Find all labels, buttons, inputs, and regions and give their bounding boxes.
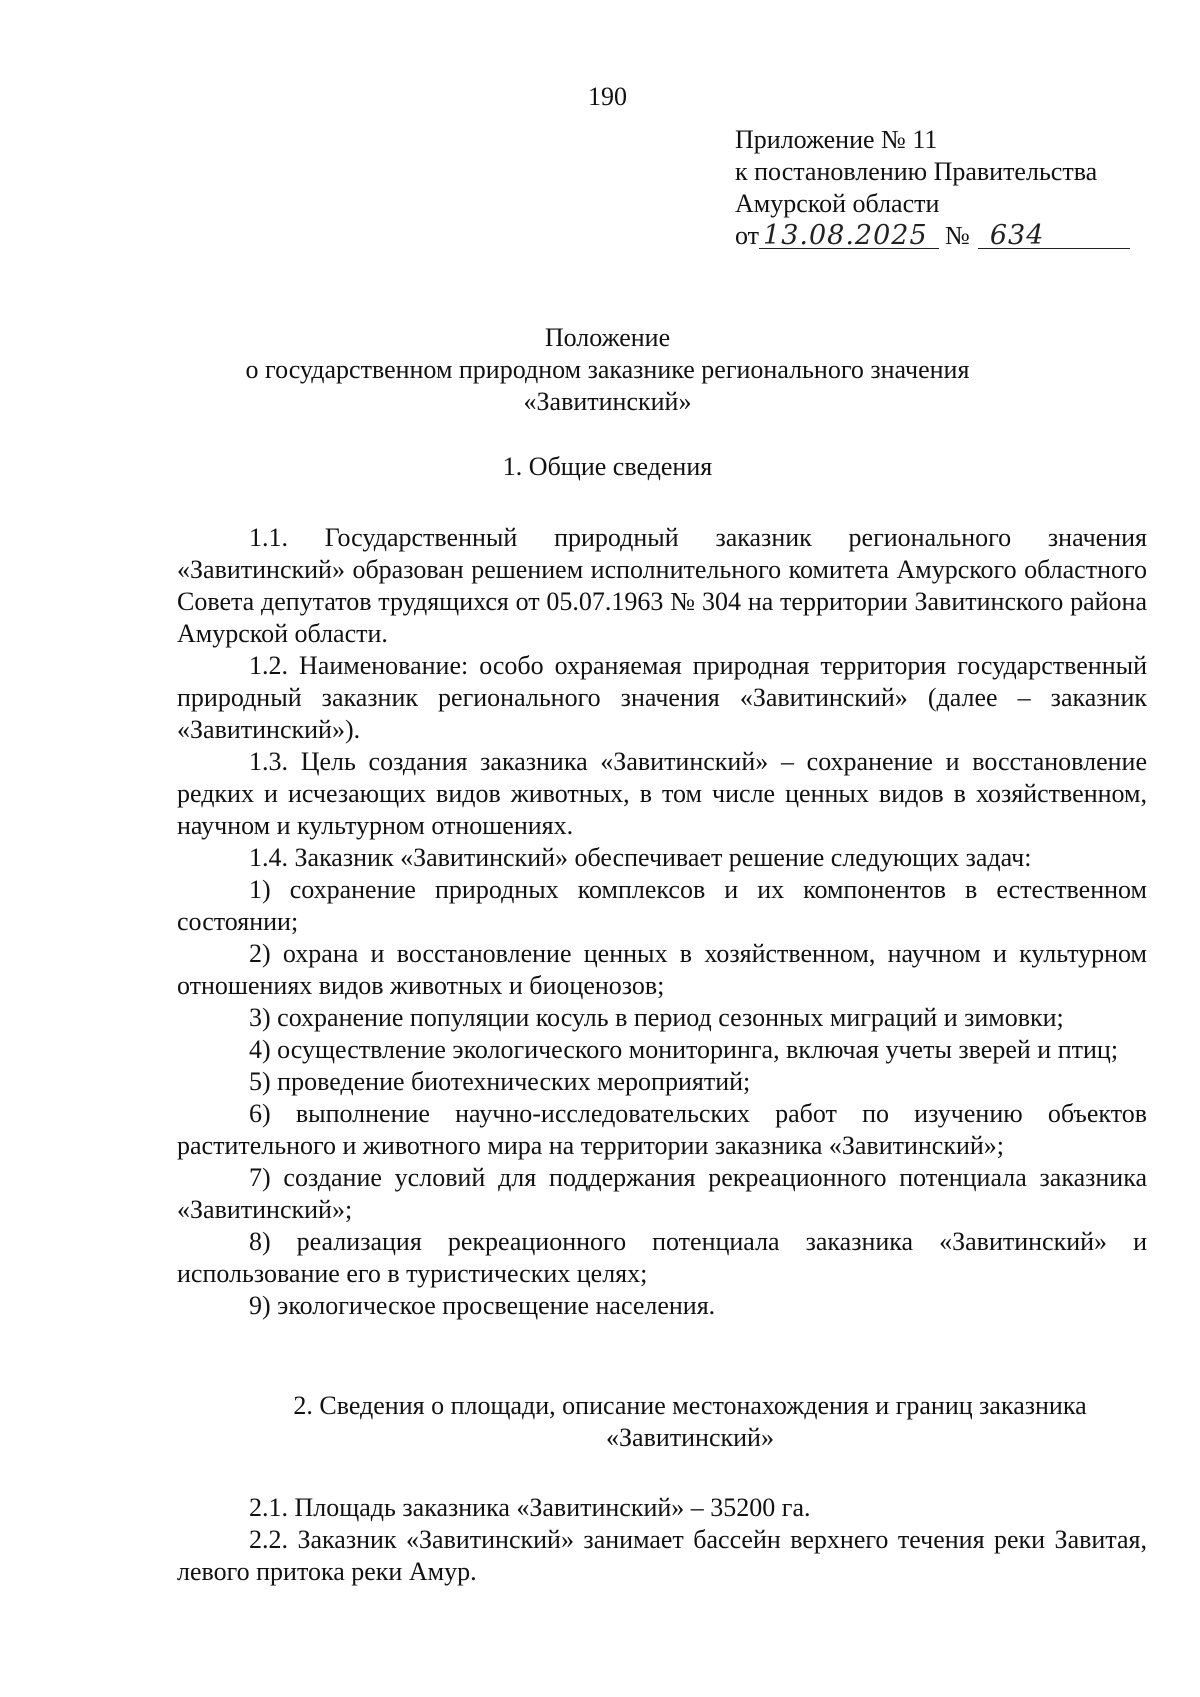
task-2: 2) охрана и восстановление ценных в хозяйственном, научном и культурном отношениях видов животных и биоценозов; xyxy=(177,939,1147,1000)
section-2-body xyxy=(177,1492,1147,1588)
appendix-date-number-line xyxy=(735,220,1175,252)
section-1-body xyxy=(177,522,1147,1322)
task-5: 5) проведение биотехнических мероприятий; xyxy=(249,1067,751,1096)
task-7: 7) создание условий для поддержания рекреационного потенциала заказника «Завитинский»; xyxy=(177,1163,1147,1224)
paragraph-2-1: 2.1. Площадь заказника «Завитинский» – 35200 га. xyxy=(249,1493,811,1522)
paragraph-1-2: 1.2. Наименование: особо охраняемая природная территория государственный природный заказник регионального значения «Завитинский» (далее – заказник «Завитинский»). xyxy=(177,651,1147,744)
title-line-1: Положение xyxy=(544,323,671,352)
paragraph-2-2: 2.2. Заказник «Завитинский» занимает бассейн верхнего течения реки Завитая, левого притока реки Амур. xyxy=(177,1525,1147,1586)
title-line-3: «Завитинский» xyxy=(523,387,692,416)
paragraph-1-3: 1.3. Цель создания заказника «Завитинский» – сохранение и восстановление редких и исчезающих видов животных, в том числе ценных видов в хозяйственном, научном и культурном отношениях. xyxy=(177,747,1147,840)
appendix-block xyxy=(735,124,1175,252)
task-3: 3) сохранение популяции косуль в период сезонных миграций и зимовки; xyxy=(249,1003,1064,1032)
section-2-heading-line-2: «Завитинский» xyxy=(606,1423,774,1452)
section-2-heading-line-1: 2. Сведения о площади, описание местонахождения и границ заказника xyxy=(293,1391,1087,1420)
section-1-heading: 1. Общие сведения xyxy=(502,452,713,481)
task-9: 9) экологическое просвещение населения. xyxy=(249,1291,716,1320)
from-label: от xyxy=(735,221,760,250)
appendix-line-1: Приложение № 11 xyxy=(735,125,938,154)
task-6: 6) выполнение научно-исследовательских работ по изучению объектов растительного и животного мира на территории заказника «Завитинский»; xyxy=(177,1099,1147,1160)
page-number: 190 xyxy=(588,82,627,111)
appendix-line-2: к постановлению Правительства xyxy=(735,157,1098,186)
appendix-line-3: Амурской области xyxy=(735,189,940,218)
section-2-heading xyxy=(240,1390,1140,1454)
title-line-2: о государственном природном заказнике регионального значения xyxy=(245,355,970,384)
paragraph-1-4: 1.4. Заказник «Завитинский» обеспечивает решение следующих задач: xyxy=(249,843,1032,872)
paragraph-1-1: 1.1. Государственный природный заказник регионального значения «Завитинский» образован решением исполнительного комитета Амурского областного Совета депутатов трудящихся от 05.07.1963 № 304 на территории Завитинского района Амурской области. xyxy=(177,523,1147,648)
task-4: 4) осуществление экологического мониторинга, включая учеты зверей и птиц; xyxy=(249,1035,1119,1064)
task-8: 8) реализация рекреационного потенциала заказника «Завитинский» и использование его в туристических целях; xyxy=(177,1227,1147,1288)
handwritten-date: 13.08.2025 xyxy=(759,224,939,249)
document-title xyxy=(0,322,1200,418)
number-label: № xyxy=(945,221,970,250)
task-1: 1) сохранение природных комплексов и их компонентов в естественном состоянии; xyxy=(177,875,1147,936)
handwritten-number: 634 xyxy=(978,224,1130,249)
